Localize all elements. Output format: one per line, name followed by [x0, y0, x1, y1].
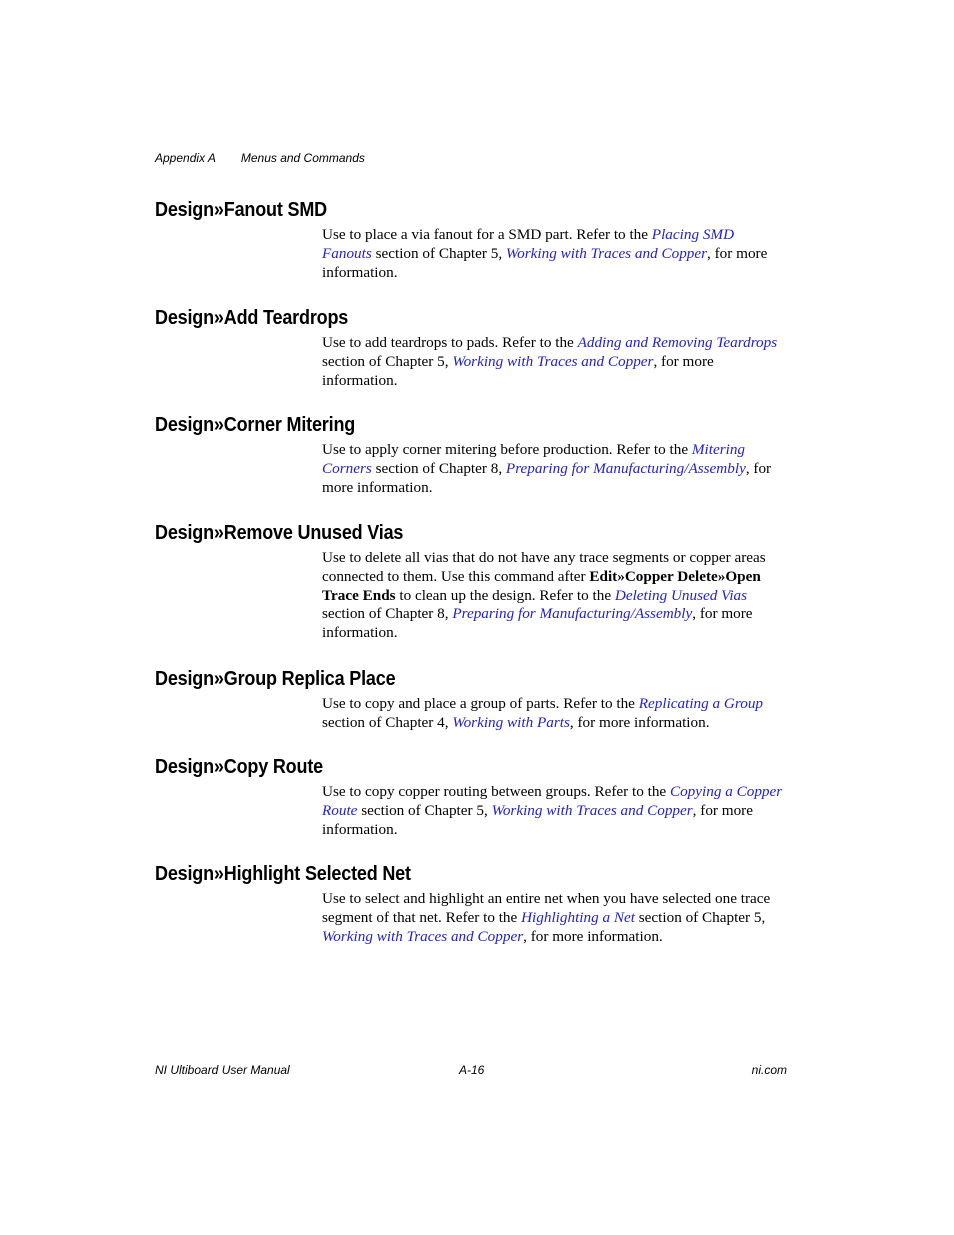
section-body: [322, 890, 784, 946]
section-corner-mitering: [155, 413, 795, 497]
xref-link[interactable]: Working with Parts: [452, 713, 570, 731]
body-text: , for more information.: [322, 352, 714, 389]
body-text: section of Chapter 5,: [357, 801, 492, 819]
xref-link[interactable]: Copying a Copper Route: [322, 783, 783, 819]
body-text: Use to place a via fanout for a SMD part. Refer to the: [322, 226, 652, 243]
xref-link[interactable]: Working with Traces and Copper: [452, 352, 654, 370]
section-heading: Design»Group Replica Place: [155, 668, 396, 690]
section-heading: Design»Corner Mitering: [155, 414, 356, 436]
body-text: Use to add teardrops to pads. Refer to the: [322, 334, 578, 351]
page-number: A-16: [459, 1063, 485, 1077]
section-highlight-selected-net: [155, 862, 795, 946]
running-header: [155, 150, 365, 166]
body-text: Use to apply corner mitering before production. Refer to the: [322, 441, 692, 458]
site-link[interactable]: ni.com: [751, 1063, 787, 1077]
xref-link[interactable]: Highlighting a Net: [521, 908, 635, 926]
appendix-label: Appendix A: [155, 151, 216, 165]
section-body: [322, 783, 784, 839]
section-add-teardrops: [155, 306, 795, 390]
section-fanout-smd: [155, 198, 795, 282]
section-body: [322, 549, 784, 643]
xref-link[interactable]: Mitering Corners: [322, 441, 746, 477]
xref-link[interactable]: Preparing for Manufacturing/Assembly: [505, 459, 746, 477]
section-heading: Design»Copy Route: [155, 756, 323, 778]
body-text: , for more information.: [322, 801, 753, 838]
body-text: , for more information.: [569, 713, 710, 731]
xref-link[interactable]: Working with Traces and Copper: [491, 801, 693, 819]
section-heading: Design»Fanout SMD: [155, 199, 327, 221]
chapter-title: Menus and Commands: [240, 151, 365, 165]
body-text: Use to copy and place a group of parts. Refer to the: [322, 695, 639, 712]
xref-link[interactable]: Deleting Unused Vias: [614, 586, 748, 604]
section-heading: Design»Highlight Selected Net: [155, 863, 411, 885]
body-text: Use to select and highlight an entire net when you have selected one trace segment of that net. Refer to the: [322, 890, 771, 926]
section-body: [322, 441, 784, 497]
xref-link[interactable]: Working with Traces and Copper: [505, 244, 708, 262]
manual-title: NI Ultiboard User Manual: [155, 1063, 290, 1077]
xref-link[interactable]: Adding and Removing Teardrops: [577, 334, 778, 351]
section-group-replica-place: [155, 667, 795, 733]
xref-link[interactable]: Working with Traces and Copper: [322, 927, 524, 945]
body-text: Use to delete all vias that do not have any trace segments or copper areas connected to them. Use this command after: [322, 549, 766, 585]
section-heading: Design»Remove Unused Vias: [155, 522, 404, 544]
body-text: section of Chapter 5,: [371, 244, 506, 262]
body-text: to clean up the design. Refer to the: [395, 586, 615, 604]
body-text: section of Chapter 8,: [371, 459, 506, 477]
body-text: , for more information.: [523, 927, 663, 945]
xref-link[interactable]: Preparing for Manufacturing/Assembly: [452, 605, 693, 623]
body-text: section of Chapter 8,: [322, 605, 453, 623]
body-text: section of Chapter 4,: [322, 713, 453, 731]
section-body: [322, 695, 784, 733]
body-text: , for more information.: [322, 605, 753, 642]
xref-link[interactable]: Placing SMD Fanouts: [322, 226, 735, 262]
body-text: section of Chapter 5,: [322, 352, 453, 370]
xref-link[interactable]: Replicating a Group: [638, 695, 764, 712]
body-text: Use to copy copper routing between groups. Refer to the: [322, 783, 670, 800]
section-remove-unused-vias: [155, 521, 795, 643]
section-copy-route: [155, 755, 795, 839]
body-text: , for more information.: [322, 244, 768, 281]
section-body: [322, 226, 784, 282]
section-body: [322, 334, 784, 390]
menu-command: Edit»Copper Delete»Open Trace Ends: [322, 567, 761, 604]
section-heading: Design»Add Teardrops: [155, 307, 349, 329]
body-text: , for more information.: [322, 459, 772, 496]
body-text: section of Chapter 5,: [634, 908, 766, 926]
